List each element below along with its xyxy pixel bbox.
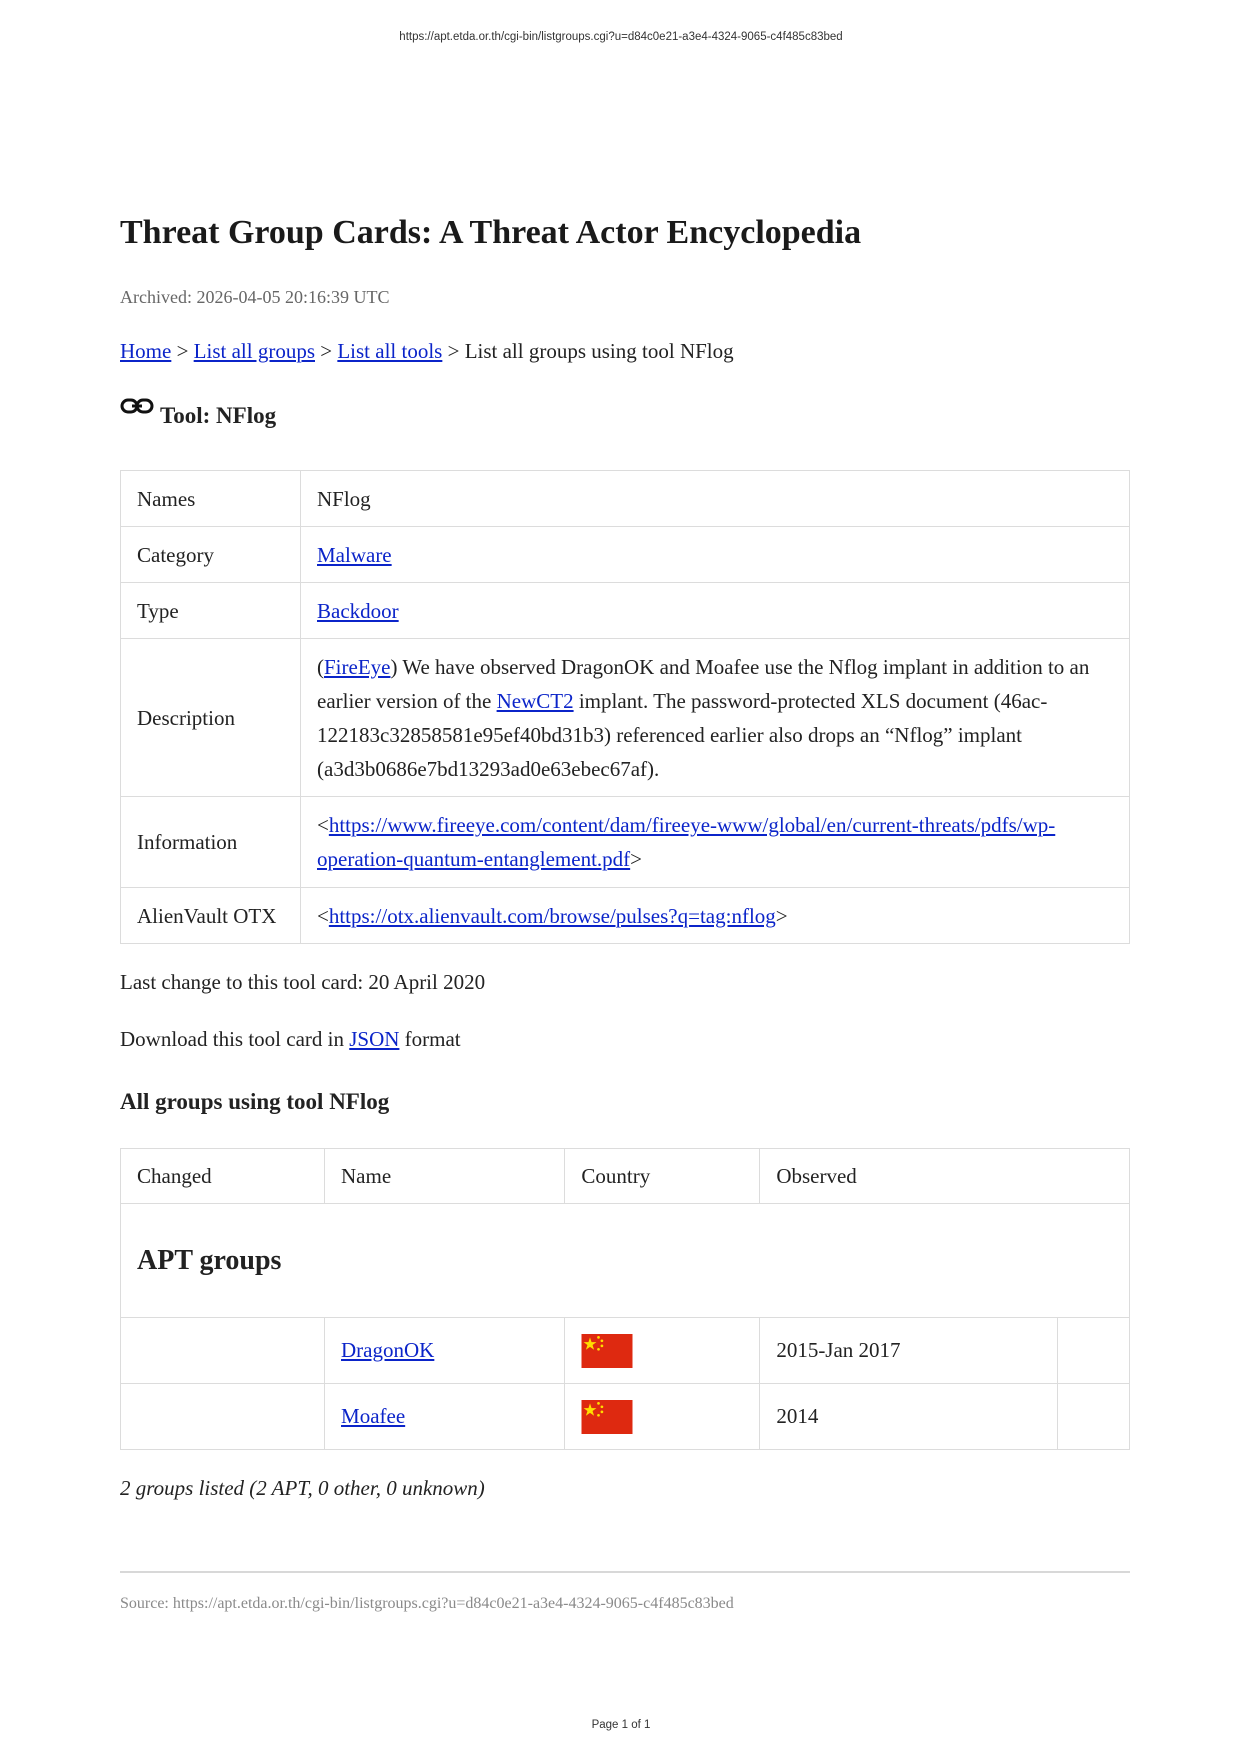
table-row bbox=[121, 583, 1130, 639]
divider bbox=[120, 1571, 1130, 1573]
section-title: APT groups bbox=[137, 1244, 282, 1276]
bracket-close: > bbox=[630, 847, 642, 871]
table-header-row bbox=[121, 1149, 1130, 1204]
section-row bbox=[121, 1204, 1130, 1318]
table-row bbox=[121, 639, 1130, 797]
otx-link[interactable]: https://otx.alienvault.com/browse/pulses?q=tag:nflog bbox=[328, 903, 776, 928]
type-label: Type bbox=[121, 583, 301, 639]
column-header-country: Country bbox=[565, 1149, 760, 1204]
groups-summary: 2 groups listed (2 APT, 0 other, 0 unknown) bbox=[120, 1476, 485, 1500]
table-row bbox=[121, 797, 1130, 888]
breadcrumb-separator: > bbox=[447, 339, 460, 363]
changed-cell bbox=[121, 1318, 325, 1384]
newct2-link[interactable]: NewCT2 bbox=[496, 688, 574, 713]
breadcrumb bbox=[120, 339, 734, 364]
groups-heading: All groups using tool NFlog bbox=[120, 1089, 390, 1114]
page-footer: Page 1 of 1 bbox=[591, 1719, 651, 1731]
type-cell bbox=[301, 583, 1130, 639]
description-label: Description bbox=[121, 639, 301, 797]
breadcrumb-current: List all groups using tool NFlog bbox=[464, 339, 734, 363]
breadcrumb-home-link[interactable]: Home bbox=[120, 339, 172, 363]
description-text: implant. The password-protected XLS document (46ac-122183c32858581e95ef40bd31b3) referenced earlier also drops an “Nflog” implant (a3d3b0686e7bd13293ad0e63ebec67af). bbox=[317, 688, 1048, 781]
country-cell bbox=[565, 1384, 760, 1450]
bracket-open: < bbox=[317, 813, 329, 837]
bracket-close: > bbox=[775, 903, 788, 928]
page-title: Threat Group Cards: A Threat Actor Encyclopedia bbox=[120, 214, 862, 251]
description-paren: ( bbox=[317, 654, 324, 679]
country-cell bbox=[565, 1318, 760, 1384]
name-cell bbox=[325, 1384, 565, 1450]
groups-table bbox=[120, 1148, 1130, 1450]
category-label: Category bbox=[121, 527, 301, 583]
china-flag-icon bbox=[581, 1400, 633, 1434]
tool-heading bbox=[120, 403, 276, 429]
archived-timestamp: Archived: 2026-04-05 20:16:39 UTC bbox=[120, 287, 390, 307]
category-cell bbox=[301, 527, 1130, 583]
china-flag-icon bbox=[581, 1334, 633, 1368]
name-cell bbox=[325, 1318, 565, 1384]
information-value bbox=[301, 797, 1130, 888]
table-row bbox=[121, 1318, 1130, 1384]
bracket-open: < bbox=[317, 903, 329, 928]
json-download-link[interactable]: JSON bbox=[349, 1027, 400, 1051]
changed-cell bbox=[121, 1384, 325, 1450]
names-value: NFlog bbox=[301, 471, 1130, 527]
last-change-text: Last change to this tool card: 20 April 2020 bbox=[120, 970, 486, 994]
column-header-observed: Observed bbox=[760, 1149, 1130, 1204]
description-text: ) We have observed DragonOK and Moafee use the Nflog implant in addition to an earlier version of the bbox=[317, 654, 1090, 713]
table-row bbox=[121, 471, 1130, 527]
extra-cell bbox=[1058, 1318, 1130, 1384]
group-link-dragonok[interactable]: DragonOK bbox=[341, 1338, 435, 1362]
otx-label: AlienVault OTX bbox=[121, 888, 301, 944]
description-value bbox=[301, 639, 1130, 797]
extra-cell bbox=[1058, 1384, 1130, 1450]
breadcrumb-separator: > bbox=[320, 339, 333, 363]
breadcrumb-list-groups-link[interactable]: List all groups bbox=[193, 339, 315, 363]
breadcrumb-separator: > bbox=[176, 339, 189, 363]
names-label: Names bbox=[121, 471, 301, 527]
column-header-name: Name bbox=[325, 1149, 565, 1204]
link-icon bbox=[120, 395, 154, 417]
section-cell bbox=[121, 1204, 1130, 1318]
group-link-moafee[interactable]: Moafee bbox=[341, 1404, 406, 1428]
breadcrumb-list-tools-link[interactable]: List all tools bbox=[337, 339, 443, 363]
information-label: Information bbox=[121, 797, 301, 888]
information-link[interactable]: https://www.fireeye.com/content/dam/fireeye-www/global/en/current-threats/pdfs/wp-operation-quantum-entanglement.pdf bbox=[317, 813, 1056, 871]
page-url-header: https://apt.etda.or.th/cgi-bin/listgroups.cgi?u=d84c0e21-a3e4-4324-9065-c4f485c83bed bbox=[399, 31, 843, 43]
download-suffix: format bbox=[399, 1027, 461, 1051]
table-row bbox=[121, 888, 1130, 944]
observed-cell: 2015-Jan 2017 bbox=[760, 1318, 1058, 1384]
column-header-changed: Changed bbox=[121, 1149, 325, 1204]
otx-value bbox=[301, 888, 1130, 944]
tool-info-table bbox=[120, 470, 1130, 944]
download-line bbox=[120, 1027, 461, 1052]
download-prefix: Download this tool card in bbox=[120, 1027, 350, 1051]
table-row bbox=[121, 527, 1130, 583]
tool-heading-text: Tool: NFlog bbox=[160, 403, 277, 428]
source-line: Source: https://apt.etda.or.th/cgi-bin/listgroups.cgi?u=d84c0e21-a3e4-4324-9065-c4f485c83bed bbox=[120, 1595, 734, 1612]
table-row bbox=[121, 1384, 1130, 1450]
fireeye-source-link[interactable]: FireEye bbox=[324, 654, 391, 679]
type-link[interactable]: Backdoor bbox=[317, 598, 399, 623]
category-link[interactable]: Malware bbox=[317, 542, 392, 567]
observed-cell: 2014 bbox=[760, 1384, 1058, 1450]
